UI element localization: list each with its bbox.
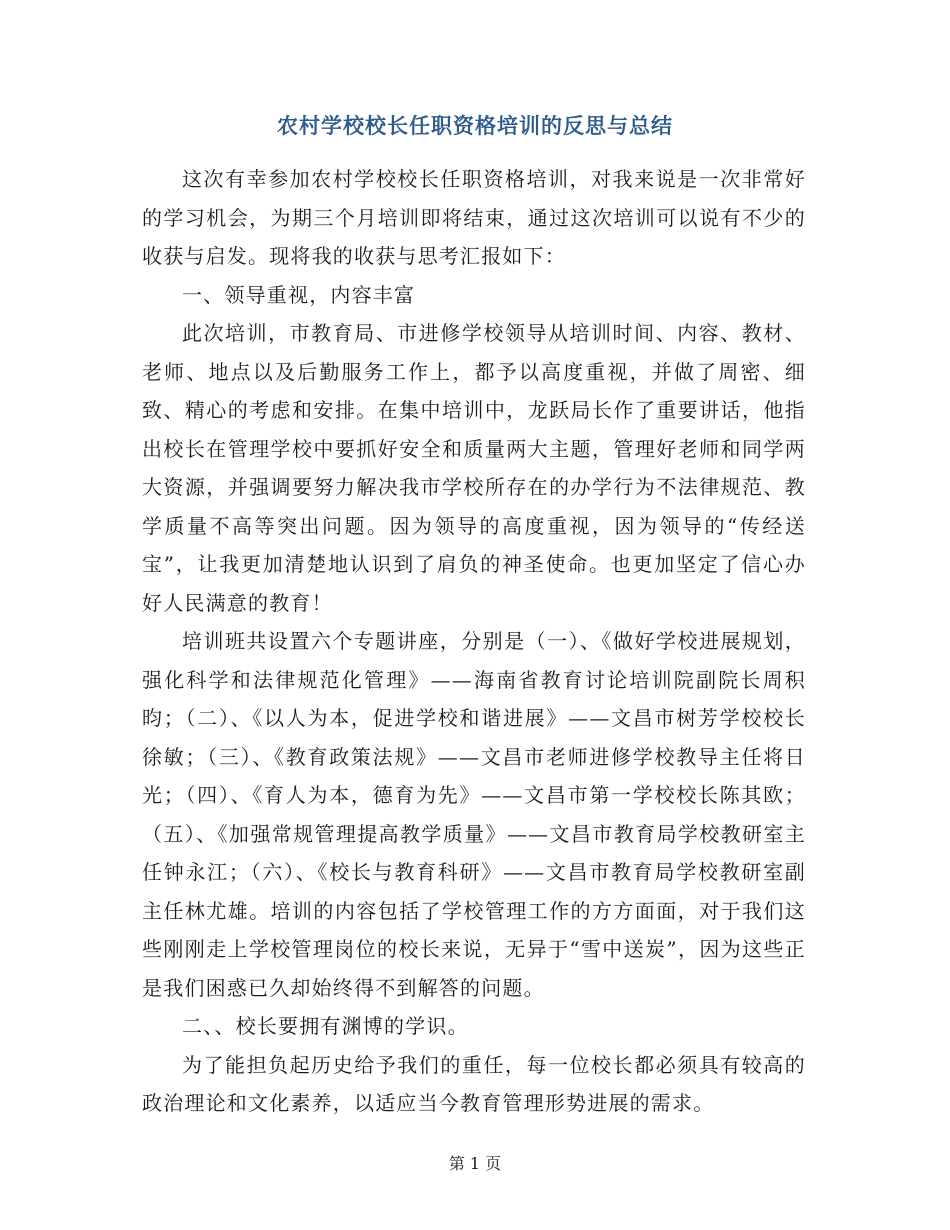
paragraph-knowledge: 为了能担负起历史给予我们的重任，每一位校长都必须具有较高的政治理论和文化素养，以适应当今教育管理形势进展的需求。 (142, 1052, 806, 1115)
section-heading-2: 二、、校长要拥有渊博的学识。 (182, 1014, 469, 1038)
document-title: 农村学校校长任职资格培训的反思与总结 (277, 114, 673, 138)
paragraph-leadership: 此次培训，市教育局、市进修学校领导从培训时间、内容、教材、老师、地点以及后勤服务工作上，都予以高度重视，并做了周密、细致、精心的考虑和安排。在集中培训中，龙跃局长作了重要讲话，他指出校长在管理学校中要抓好安全和质量两大主题，管理好老师和同学两大资源，并强调要努力解决我市学校所存在的办学行为不法律规范、教学质量不高等突出问题。因为领导的高度重视，因为领导的“传经送宝”，让我更加清楚地认识到了肩负的神圣使命。也更加坚定了信心办好人民满意的教育！ (142, 321, 806, 615)
page-number: 第 1 页 (448, 1154, 502, 1173)
document-body (142, 160, 806, 1123)
paragraph-lectures: 培训班共设置六个专题讲座，分别是（一）、《做好学校进展规划，强化科学和法律规范化管理》——海南省教育讨论培训院副院长周积昀；（二）、《以人为本，促进学校和谐进展》——文昌市树芳学校校长徐敏；（三）、《教育政策法规》——文昌市老师进修学校教导主任将日光；（四）、《育人为本，德育为先》——文昌市第一学校校长陈其欧；（五）、《加强常规管理提高教学质量》——文昌市教育局学校教研室主任钟永江；（六）、《校长与教育科研》——文昌市教育局学校教研室副主任林尤雄。培训的内容包括了学校管理工作的方方面面，对于我们这些刚刚走上学校管理岗位的校长来说，无异于“雪中送炭”，因为这些正是我们困惑已久却始终得不到解答的问题。 (142, 629, 806, 1000)
paragraph-intro: 这次有幸参加农村学校校长任职资格培训，对我来说是一次非常好的学习机会，为期三个月培训即将结束，通过这次培训可以说有不少的收获与启发。现将我的收获与思考汇报如下： (142, 167, 806, 268)
section-heading-1: 一、领导重视，内容丰富 (182, 282, 416, 307)
